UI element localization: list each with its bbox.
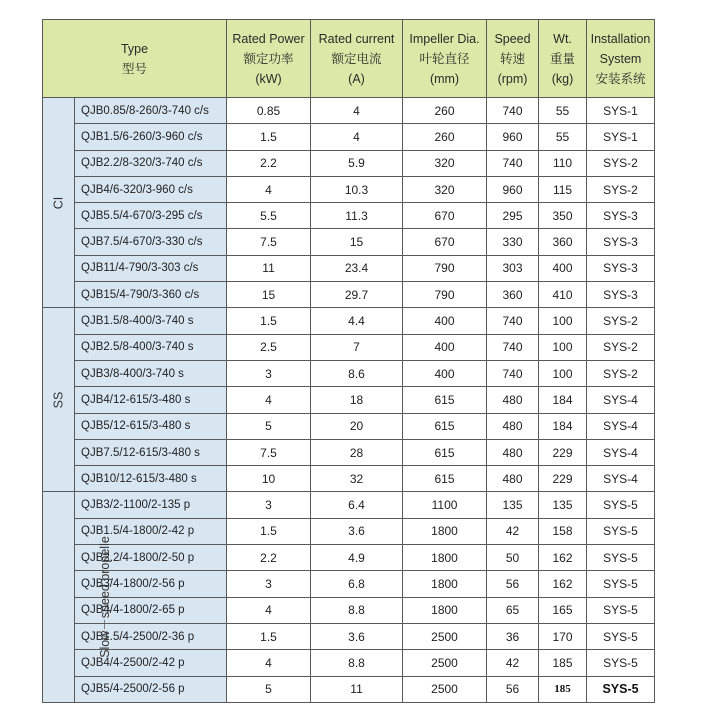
cell-rated-current: 4.4	[311, 308, 403, 334]
cell-model: QJB1.5/6-260/3-960 c/s	[75, 124, 227, 150]
group-label-cell	[43, 492, 112, 702]
cell-model: QJB11/4-790/3-303 c/s	[75, 255, 227, 281]
cell-rated-current: 8.8	[311, 650, 403, 676]
table-header	[43, 20, 655, 98]
cell-installation-system: SYS-5	[587, 571, 655, 597]
cell-rated-current: 32	[311, 466, 403, 492]
header-power-cn: 额定功率	[243, 51, 294, 66]
cell-weight: 158	[539, 518, 587, 544]
header-current-en: Rated current	[318, 31, 395, 46]
cell-installation-system: SYS-5	[587, 597, 655, 623]
cell-speed: 480	[487, 413, 539, 439]
header-speed	[487, 20, 539, 98]
cell-rated-current: 3.6	[311, 623, 403, 649]
group-label: CI	[51, 196, 66, 209]
cell-rated-power: 0.85	[227, 98, 311, 124]
cell-impeller-dia: 320	[403, 150, 487, 176]
cell-installation-system: SYS-2	[587, 360, 655, 386]
cell-weight: 185	[539, 676, 587, 702]
cell-model: QJB4/6-320/3-960 c/s	[75, 176, 227, 202]
cell-impeller-dia: 790	[403, 255, 487, 281]
cell-model: QJB3/8-400/3-740 s	[75, 360, 227, 386]
header-current-cn: 额定电流	[331, 51, 382, 66]
cell-impeller-dia: 1100	[403, 492, 487, 518]
table-row	[43, 518, 655, 544]
spec-table-container	[42, 19, 654, 703]
header-current-unit: (A)	[348, 71, 365, 86]
table-row	[43, 203, 655, 229]
cell-weight: 185	[539, 650, 587, 676]
cell-rated-current: 4	[311, 98, 403, 124]
group-label: Slow－speed propelle	[97, 536, 112, 658]
cell-model: QJB7.5/4-670/3-330 c/s	[75, 229, 227, 255]
header-type	[43, 20, 227, 98]
cell-impeller-dia: 320	[403, 176, 487, 202]
cell-rated-power: 7.5	[227, 439, 311, 465]
cell-installation-system: SYS-5	[587, 545, 655, 571]
cell-rated-current: 8.8	[311, 597, 403, 623]
table-row	[43, 360, 655, 386]
cell-speed: 36	[487, 623, 539, 649]
cell-speed: 65	[487, 597, 539, 623]
cell-weight: 55	[539, 124, 587, 150]
cell-installation-system: SYS-3	[587, 255, 655, 281]
cell-impeller-dia: 2500	[403, 623, 487, 649]
table-row	[43, 676, 655, 702]
cell-model: QJB7.5/12-615/3-480 s	[75, 439, 227, 465]
cell-speed: 960	[487, 176, 539, 202]
cell-impeller-dia: 790	[403, 282, 487, 308]
cell-rated-power: 7.5	[227, 229, 311, 255]
cell-speed: 740	[487, 98, 539, 124]
cell-installation-system: SYS-5	[587, 650, 655, 676]
cell-model: QJB3/2-1100/2-135 p	[75, 492, 227, 518]
cell-model: QJB5.5/4-670/3-295 c/s	[75, 203, 227, 229]
cell-weight: 162	[539, 545, 587, 571]
header-impeller-dia	[403, 20, 487, 98]
cell-rated-power: 1.5	[227, 308, 311, 334]
cell-installation-system: SYS-5	[587, 492, 655, 518]
cell-model: QJB1.5/4-1800/2-42 p	[75, 518, 227, 544]
cell-weight: 55	[539, 98, 587, 124]
cell-model: QJB5/12-615/3-480 s	[75, 413, 227, 439]
cell-rated-current: 23.4	[311, 255, 403, 281]
cell-impeller-dia: 670	[403, 203, 487, 229]
header-rated-current	[311, 20, 403, 98]
cell-impeller-dia: 260	[403, 98, 487, 124]
cell-model: QJB3/4-1800/2-56 p	[75, 571, 227, 597]
cell-weight: 100	[539, 334, 587, 360]
cell-weight: 184	[539, 413, 587, 439]
header-type-cn: 型号	[122, 61, 148, 76]
cell-speed: 42	[487, 650, 539, 676]
cell-weight: 165	[539, 597, 587, 623]
cell-installation-system: SYS-4	[587, 466, 655, 492]
group-label-cell	[43, 98, 75, 308]
cell-rated-power: 1.5	[227, 623, 311, 649]
cell-installation-system: SYS-1	[587, 98, 655, 124]
cell-installation-system: SYS-3	[587, 229, 655, 255]
table-row	[43, 229, 655, 255]
header-impeller-en: Impeller Dia.	[409, 31, 480, 46]
cell-rated-current: 11.3	[311, 203, 403, 229]
header-weight	[539, 20, 587, 98]
table-row	[43, 545, 655, 571]
cell-installation-system: SYS-3	[587, 203, 655, 229]
cell-rated-current: 3.6	[311, 518, 403, 544]
cell-rated-current: 8.6	[311, 360, 403, 386]
cell-rated-current: 18	[311, 387, 403, 413]
cell-rated-power: 3	[227, 492, 311, 518]
cell-weight: 350	[539, 203, 587, 229]
cell-rated-current: 7	[311, 334, 403, 360]
cell-impeller-dia: 615	[403, 466, 487, 492]
cell-model: QJB4/4-2500/2-42 p	[75, 650, 227, 676]
cell-speed: 960	[487, 124, 539, 150]
cell-speed: 740	[487, 334, 539, 360]
cell-weight: 100	[539, 360, 587, 386]
cell-model: QJB1.5/4-2500/2-36 p	[75, 623, 227, 649]
cell-impeller-dia: 1800	[403, 545, 487, 571]
cell-weight: 115	[539, 176, 587, 202]
cell-model: QJB4/4-1800/2-65 p	[75, 597, 227, 623]
cell-rated-current: 20	[311, 413, 403, 439]
cell-installation-system: SYS-2	[587, 176, 655, 202]
cell-weight: 135	[539, 492, 587, 518]
cell-rated-power: 10	[227, 466, 311, 492]
cell-rated-power: 3	[227, 571, 311, 597]
cell-weight: 184	[539, 387, 587, 413]
header-speed-en: Speed	[494, 31, 531, 46]
cell-rated-current: 29.7	[311, 282, 403, 308]
cell-speed: 303	[487, 255, 539, 281]
table-row	[43, 439, 655, 465]
cell-weight: 170	[539, 623, 587, 649]
cell-model: QJB2.2/8-320/3-740 c/s	[75, 150, 227, 176]
table-row	[43, 308, 655, 334]
cell-impeller-dia: 2500	[403, 676, 487, 702]
pump-spec-table	[42, 19, 655, 703]
cell-weight: 162	[539, 571, 587, 597]
cell-speed: 56	[487, 571, 539, 597]
cell-weight: 110	[539, 150, 587, 176]
header-impeller-cn: 叶轮直径	[419, 51, 470, 66]
table-row	[43, 571, 655, 597]
cell-installation-system: SYS-2	[587, 334, 655, 360]
cell-impeller-dia: 1800	[403, 571, 487, 597]
cell-rated-power: 4	[227, 597, 311, 623]
cell-weight: 229	[539, 439, 587, 465]
header-power-unit: (kW)	[255, 71, 282, 86]
table-row	[43, 282, 655, 308]
cell-rated-power: 15	[227, 282, 311, 308]
table-row	[43, 176, 655, 202]
cell-rated-power: 5	[227, 676, 311, 702]
table-row	[43, 150, 655, 176]
cell-impeller-dia: 400	[403, 360, 487, 386]
cell-speed: 50	[487, 545, 539, 571]
cell-speed: 740	[487, 150, 539, 176]
cell-rated-current: 6.8	[311, 571, 403, 597]
cell-impeller-dia: 615	[403, 413, 487, 439]
cell-model: QJB2.2/4-1800/2-50 p	[75, 545, 227, 571]
table-row	[43, 650, 655, 676]
cell-rated-power: 4	[227, 387, 311, 413]
header-install-en2: System	[599, 51, 642, 66]
table-row	[43, 466, 655, 492]
cell-installation-system: SYS-5	[587, 676, 655, 702]
cell-weight: 229	[539, 466, 587, 492]
cell-installation-system: SYS-2	[587, 308, 655, 334]
cell-speed: 740	[487, 360, 539, 386]
cell-weight: 400	[539, 255, 587, 281]
cell-installation-system: SYS-5	[587, 623, 655, 649]
cell-speed: 330	[487, 229, 539, 255]
cell-rated-current: 4	[311, 124, 403, 150]
header-speed-unit: (rpm)	[497, 71, 528, 86]
table-body	[43, 98, 655, 703]
cell-installation-system: SYS-4	[587, 413, 655, 439]
table-row	[43, 334, 655, 360]
header-type-en: Type	[120, 41, 149, 56]
header-wt-en: Wt.	[553, 31, 572, 46]
cell-speed: 360	[487, 282, 539, 308]
cell-installation-system: SYS-4	[587, 439, 655, 465]
cell-rated-current: 11	[311, 676, 403, 702]
cell-rated-current: 10.3	[311, 176, 403, 202]
cell-impeller-dia: 400	[403, 334, 487, 360]
cell-rated-power: 5	[227, 413, 311, 439]
group-label: SS	[51, 391, 66, 409]
cell-rated-power: 4	[227, 650, 311, 676]
cell-rated-power: 3	[227, 360, 311, 386]
header-impeller-unit: (mm)	[429, 71, 460, 86]
header-power-en: Rated Power	[232, 31, 305, 46]
cell-installation-system: SYS-3	[587, 282, 655, 308]
cell-speed: 42	[487, 518, 539, 544]
cell-rated-current: 4.9	[311, 545, 403, 571]
cell-model: QJB4/12-615/3-480 s	[75, 387, 227, 413]
cell-impeller-dia: 615	[403, 387, 487, 413]
table-row	[43, 597, 655, 623]
cell-model: QJB15/4-790/3-360 c/s	[75, 282, 227, 308]
cell-weight: 410	[539, 282, 587, 308]
cell-impeller-dia: 260	[403, 124, 487, 150]
table-row	[43, 124, 655, 150]
table-row	[43, 623, 655, 649]
cell-model: QJB2.5/8-400/3-740 s	[75, 334, 227, 360]
cell-impeller-dia: 615	[403, 439, 487, 465]
table-row	[43, 492, 655, 518]
header-rated-power	[227, 20, 311, 98]
header-installation-system	[587, 20, 655, 98]
cell-rated-power: 1.5	[227, 124, 311, 150]
cell-model: QJB1.5/8-400/3-740 s	[75, 308, 227, 334]
cell-speed: 480	[487, 387, 539, 413]
header-wt-unit: (kg)	[551, 71, 574, 86]
cell-rated-power: 2.2	[227, 545, 311, 571]
cell-speed: 295	[487, 203, 539, 229]
table-row	[43, 255, 655, 281]
cell-model: QJB5/4-2500/2-56 p	[75, 676, 227, 702]
table-row	[43, 413, 655, 439]
cell-rated-power: 2.2	[227, 150, 311, 176]
cell-installation-system: SYS-5	[587, 518, 655, 544]
cell-weight: 100	[539, 308, 587, 334]
header-wt-cn: 重量	[550, 51, 576, 66]
cell-rated-power: 4	[227, 176, 311, 202]
cell-installation-system: SYS-4	[587, 387, 655, 413]
cell-speed: 480	[487, 466, 539, 492]
cell-model: QJB0.85/8-260/3-740 c/s	[75, 98, 227, 124]
cell-installation-system: SYS-2	[587, 150, 655, 176]
cell-model: QJB10/12-615/3-480 s	[75, 466, 227, 492]
header-install-en1: Installation	[590, 31, 651, 46]
cell-impeller-dia: 670	[403, 229, 487, 255]
cell-impeller-dia: 400	[403, 308, 487, 334]
cell-rated-power: 1.5	[227, 518, 311, 544]
cell-rated-current: 28	[311, 439, 403, 465]
table-row	[43, 387, 655, 413]
cell-rated-current: 5.9	[311, 150, 403, 176]
cell-speed: 740	[487, 308, 539, 334]
cell-speed: 135	[487, 492, 539, 518]
cell-impeller-dia: 1800	[403, 518, 487, 544]
cell-rated-power: 5.5	[227, 203, 311, 229]
cell-rated-power: 11	[227, 255, 311, 281]
cell-impeller-dia: 2500	[403, 650, 487, 676]
cell-speed: 480	[487, 439, 539, 465]
cell-installation-system: SYS-1	[587, 124, 655, 150]
cell-rated-power: 2.5	[227, 334, 311, 360]
cell-rated-current: 15	[311, 229, 403, 255]
table-row	[43, 98, 655, 124]
cell-rated-current: 6.4	[311, 492, 403, 518]
cell-weight: 360	[539, 229, 587, 255]
header-speed-cn: 转速	[500, 51, 526, 66]
cell-impeller-dia: 1800	[403, 597, 487, 623]
header-install-cn: 安装系统	[595, 71, 646, 86]
group-label-cell	[43, 308, 75, 492]
cell-speed: 56	[487, 676, 539, 702]
